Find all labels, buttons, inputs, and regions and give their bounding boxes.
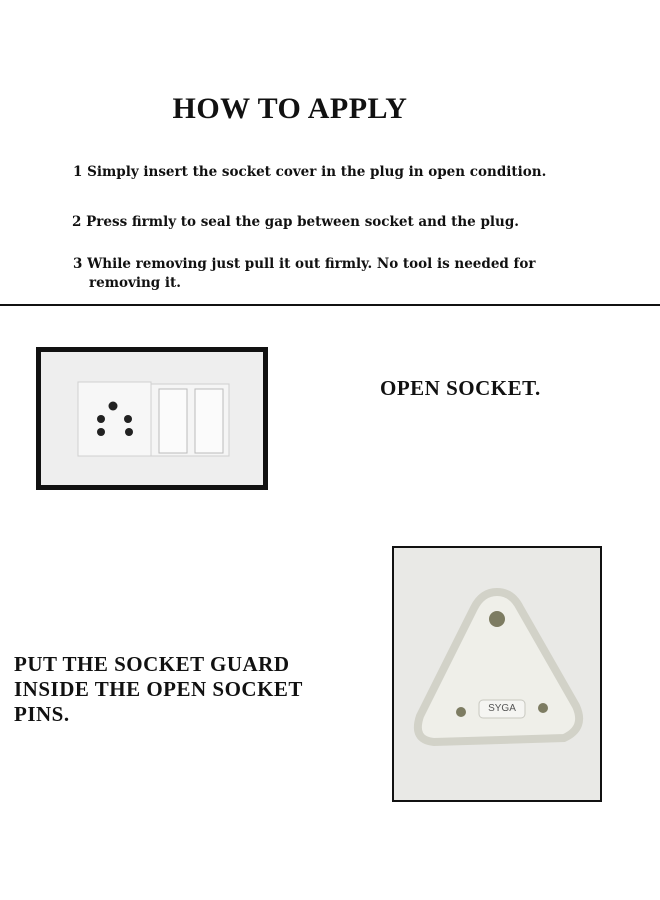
- step-text: While removing just pull it out firmly. No tool is needed for: [87, 256, 536, 272]
- step-1: [73, 163, 546, 182]
- socket-guard-image: [392, 546, 602, 802]
- step-2: [72, 213, 519, 232]
- step-number: 2: [72, 214, 82, 230]
- instruction-label: [14, 652, 303, 727]
- step-number: 1: [73, 164, 83, 180]
- step-text: Simply insert the socket cover in the plug in open condition.: [87, 164, 547, 180]
- instruction-line-2: INSIDE THE OPEN SOCKET: [14, 677, 303, 701]
- socket-switch-plate-icon: [41, 352, 263, 485]
- section-divider: [0, 304, 660, 306]
- step-text-continued: removing it.: [89, 275, 181, 291]
- step-3: [73, 255, 535, 293]
- instruction-line-1: PUT THE SOCKET GUARD: [14, 652, 290, 676]
- socket-guard-icon: [394, 548, 600, 800]
- brand-label: SYGA: [488, 703, 516, 714]
- open-socket-label: OPEN SOCKET.: [380, 376, 541, 400]
- step-text: Press firmly to seal the gap between socket and the plug.: [86, 214, 519, 230]
- step-number: 3: [73, 256, 83, 272]
- open-socket-image: [36, 347, 268, 490]
- page-title: HOW TO APPLY: [172, 92, 408, 125]
- instruction-line-3: PINS.: [14, 702, 70, 726]
